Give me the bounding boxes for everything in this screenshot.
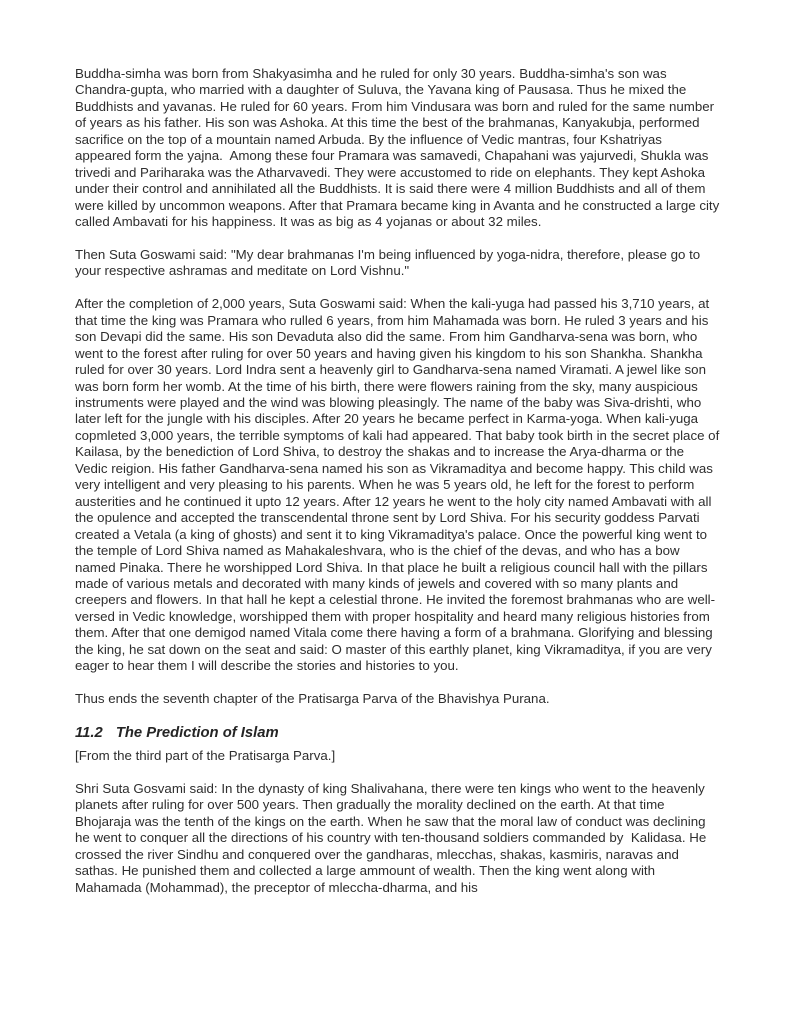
text-block [75,66,723,896]
paragraph-buddha-simha-dynasty: Buddha-simha was born from Shakyasimha and he ruled for only 30 years. Buddha-simha's son was Chandra-gupta, who married with a daughter of Suluva, the Yavana king of Pausasa. Thus he mixed the Buddhists and yavanas. He ruled for 60 years. From him Vindusara was born and ruled for the same number of years as his father. His son was Ashoka. At this time the best of the brahmanas, Kanyakubja, performed sacrifice on the top of a mountain named Arbuda. By the influence of Vedic mantras, four Kshatriyas appeared form the yajna. Among these four Pramara was samavedi, Chapahani was yajurvedi, Shukla was trivedi and Pariharaka was the Atharvavedi. They were accustomed to ride on elephants. They kept Ashoka under their control and annihilated all the Buddhists. It is said there were 4 million Buddhists and all of them were killed by uncommon weapons. After that Pramara became king in Avanta and he constructed a large city called Ambavati for his happiness. It was as big as 4 yojanas or about 32 miles. [75,66,723,230]
section-number: 11.2 [75,725,103,742]
paragraph-suta-goswami-quote: Then Suta Goswami said: "My dear brahmanas I'm being influenced by yoga-nidra, therefore, please go to your respective ashramas and meditate on Lord Vishnu." [75,246,704,279]
paragraph-vikramaditya-history: After the completion of 2,000 years, Suta Goswami said: When the kali-yuga had passed his 3,710 years, at that time the king was Pramara who rulled 6 years, from him Mahamada was born. He ruled 3 years and his son Devapi did the same. His son Devaduta also did the same. From him Gandharva-sena was born, who went to the forest after ruling for over 50 years and having given his kingdom to his son Shankha. Shankha ruled for over 30 years. Lord Indra sent a heavenly girl to Gandharva-sena named Viramati. A jewel like son was born form her womb. At the time of his birth, there were flowers raining from the sky, many auspicious instruments were played and the wind was blowing pleasingly. The name of the baby was Siva-drishti, who later left for the jungle with his disciples. After 20 years he became perfect in Karma-yoga. When kali-yuga copmleted 3,000 years, the terrible symptoms of kali had appeared. That baby took birth in the secret place of Kailasa, by the benediction of Lord Shiva, to destroy the shakas and to increase the Arya-dharma or the Vedic reigion. His father Gandharva-sena named his son as Vikramaditya and become happy. This child was very intelligent and very pleasing to his parents. When he was 5 years old, he left for the forest to perform austerities and he continued it upto 12 years. After 12 years he went to the holy city named Ambavati with all the opulence and accepted the transcendental throne sent by Lord Shiva. For his security goddess Parvati created a Vetala (a king of ghosts) and sent it to king Vikramaditya's palace. Once the powerful king went to the temple of Lord Shiva named as Mahakaleshvara, who is the chief of the devas, and who has a bow named Pinaka. There he worshipped Lord Shiva. In that place he built a religious council hall with the pillars made of various metals and decorated with many kinds of jewels and covered with so many plants and creepers and flowers. In that hall he kept a celestial throne. He invited the foremost brahmanas who are well-versed in Vedic knowledge, worshipped them with proper hospitality and heard many religious histories from them. After that one demigod named Vitala come there having a form of a brahmana. Glorifying and blessing the king, he sat down on the seat and said: O master of this earthly planet, king Vikramaditya, if you are very eager to hear them I will describe the stories and histories to you. [75,296,723,674]
section-title: The Prediction of Islam [115,725,279,742]
paragraph-chapter-colophon: Thus ends the seventh chapter of the Pratisarga Parva of the Bhavishya Purana. [75,691,550,707]
section-heading [75,724,720,742]
paragraph-shalivahana-dynasty: Shri Suta Gosvami said: In the dynasty of king Shalivahana, there were ten kings who went to the heavenly planets after ruling for over 500 years. Then gradually the morality declined on the earth. At that time Bhojaraja was the tenth of the kings on the earth. When he saw that the moral law of conduct was declining he went to conquer all the directions of his country with ten-thousand soldiers commanded by Kalidasa. He crossed the river Sindhu and conquered over the gandharas, mlecchas, shakas, kasmiris, naravas and sathas. He punished them and collected a large ammount of wealth. Then the king went along with Mahamada (Mohammad), the preceptor of mleccha-dharma, and his [75,780,710,895]
source-note: [From the third part of the Pratisarga Parva.] [75,748,336,764]
